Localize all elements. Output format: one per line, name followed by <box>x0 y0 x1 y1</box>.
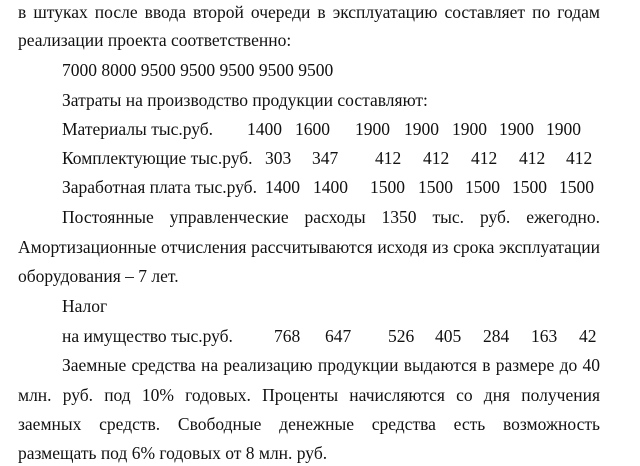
cost-row-label: Материалы тыс.руб. <box>62 119 214 139</box>
paragraph-line: млн. руб. под 10% годовых. Проценты начисляются со дня получения <box>18 385 600 405</box>
sales-volumes: 7000 8000 9500 9500 9500 9500 9500 <box>62 60 334 80</box>
cost-value: 1900 <box>355 119 390 139</box>
cost-value: 412 <box>519 148 546 168</box>
cost-value: 1500 <box>465 177 500 197</box>
cost-value: 1900 <box>499 119 534 139</box>
cost-value: 1600 <box>295 119 330 139</box>
tax-value: 768 <box>274 326 301 346</box>
cost-value: 1500 <box>559 177 594 197</box>
paragraph-line: размещать под 6% годовых от 8 млн. руб. <box>18 443 328 463</box>
tax-value: 647 <box>325 326 352 346</box>
cost-row-label: Комплектующие тыс.руб. <box>62 148 253 168</box>
paragraph-line: реализации проекта соответственно: <box>18 30 292 50</box>
cost-value: 1900 <box>404 119 439 139</box>
cost-value: 412 <box>375 148 402 168</box>
cost-value: 1500 <box>512 177 547 197</box>
tax-value: 526 <box>388 326 415 346</box>
cost-value: 1900 <box>452 119 487 139</box>
cost-value: 1400 <box>313 177 348 197</box>
paragraph-line: Заемные средства на реализацию продукции выдаются в размере до 40 <box>62 355 600 375</box>
cost-value: 347 <box>312 148 339 168</box>
tax-row-label: на имущество тыс.руб. <box>62 326 233 346</box>
paragraph-line: оборудования – 7 лет. <box>18 266 179 286</box>
paragraph-line: заемных средств. Свободные денежные средства есть возможность <box>18 414 600 434</box>
paragraph-line: в штуках после ввода второй очереди в эксплуатацию составляет по годам <box>18 2 600 22</box>
paragraph-line: Постоянные управленческие расходы 1350 тыс. руб. ежегодно. <box>62 207 600 227</box>
costs-intro: Затраты на производство продукции составляют: <box>62 90 428 110</box>
cost-value: 303 <box>265 148 292 168</box>
cost-value: 1400 <box>265 177 300 197</box>
cost-value: 412 <box>566 148 593 168</box>
cost-value: 1900 <box>546 119 581 139</box>
tax-value: 405 <box>435 326 462 346</box>
tax-title: Налог <box>62 296 108 316</box>
cost-value: 412 <box>423 148 450 168</box>
tax-value: 163 <box>531 326 558 346</box>
tax-value: 284 <box>483 326 510 346</box>
cost-row-label: Заработная плата тыс.руб. <box>62 177 257 197</box>
cost-value: 1500 <box>418 177 453 197</box>
cost-value: 1500 <box>370 177 405 197</box>
tax-value: 42 <box>579 326 597 346</box>
cost-value: 412 <box>471 148 498 168</box>
paragraph-line: Амортизационные отчисления рассчитываются исходя из срока эксплуатации <box>18 237 600 257</box>
cost-value: 1400 <box>247 119 282 139</box>
